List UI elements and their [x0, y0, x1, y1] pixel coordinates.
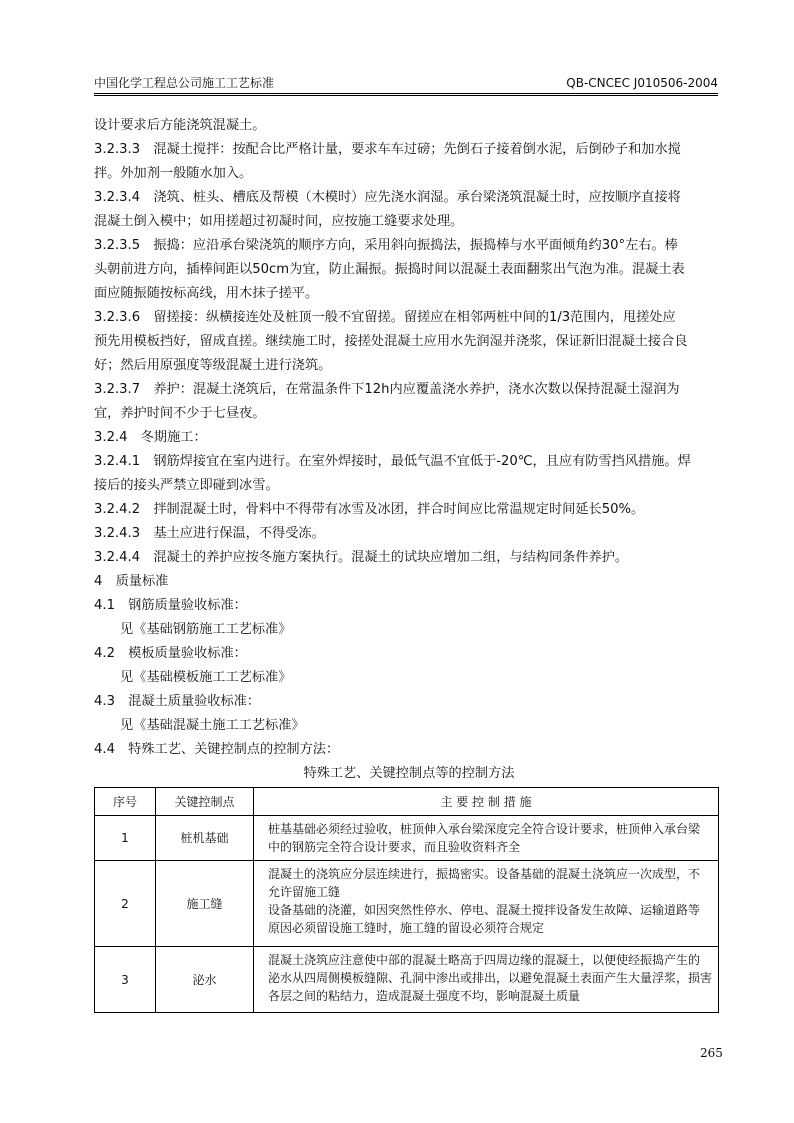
text-line: 面应随振随按标高线，用木抹子搓平。 — [94, 286, 319, 301]
control-measures-cell — [254, 816, 719, 861]
control-methods-table — [94, 787, 719, 1013]
table-title: 特殊工艺、关键控制点等的控制方法 — [303, 766, 515, 781]
control-point-cell: 泌水 — [156, 947, 254, 1013]
text-line: 4.4 特殊工艺、关键控制点的控制方法： — [94, 742, 340, 757]
measure-line: 各层之间的粘结力，造成混凝土强度不均，影响混凝土质量 — [268, 989, 581, 1003]
text-line: 设计要求后方能浇筑混凝土。 — [94, 118, 266, 133]
measure-line: 设备基础的浇灌，如因突然性停水、停电、混凝土搅拌设备发生故障、运输道路等 — [268, 903, 701, 917]
text-line: 3.2.4.1 钢筋焊接宜在室内进行。在室外焊接时，最低气温不宜低于-20℃，且应有防雪挡风措施。焊 — [94, 454, 691, 469]
text-line: 接后的接头严禁立即碰到冰雪。 — [94, 478, 279, 493]
text-line: 3.2.4.2 拌制混凝土时，骨料中不得带有冰雪及冰团，拌合时间应比常温规定时间延长50%。 — [94, 502, 645, 517]
document-body — [94, 114, 720, 1013]
header-cell-measures: 主 要 控 制 措 施 — [254, 788, 719, 816]
measure-line: 中的钢筋完全符合设计要求，而且验收资料齐全 — [268, 840, 521, 854]
text-line: 3.2.3.6 留搓接：纵横接连处及桩顶一般不宜留搓。留搓应在相邻两桩中间的1/3范围内，甩搓处应 — [94, 310, 676, 325]
text-line: 预先用模板挡好，留成直搓。继续施工时，接搓处混凝土应用水先润湿并浇浆，保证新旧混凝土接合良 — [94, 334, 688, 349]
header-rule — [94, 93, 718, 94]
table-row — [95, 947, 719, 1013]
header-title: 中国化学工程总公司施工工艺标准 — [94, 76, 275, 90]
text-line: 宜，养护时间不少于七昼夜。 — [94, 406, 266, 421]
measure-line: 桩基基础必须经过验收，桩顶伸入承台梁深度完全符合设计要求，桩顶伸入承台梁 — [268, 822, 701, 836]
control-measures-cell — [254, 861, 719, 947]
text-line: 3.2.3.3 混凝土搅拌：按配合比严格计量，要求车车过磅；先倒石子接着倒水泥，后倒砂子和加水搅 — [94, 142, 681, 157]
text-line: 混凝土倒入模中；如用搓超过初凝时间，应按施工缝要求处理。 — [94, 214, 464, 229]
control-measures-cell — [254, 947, 719, 1013]
control-point-cell: 桩机基础 — [156, 816, 254, 861]
text-line: 3.2.3.5 振捣：应沿承台梁浇筑的顺序方向，采用斜向振捣法，振捣棒与水平面倾角约30°左右。棒 — [94, 238, 678, 253]
header-cell-point: 关键控制点 — [156, 788, 254, 816]
table-row — [95, 816, 719, 861]
header-cell-no: 序号 — [95, 788, 156, 816]
text-line: 3.2.4 冬期施工： — [94, 430, 207, 445]
text-line: 拌。外加剂一般随水加入。 — [94, 166, 253, 181]
text-line: 3.2.3.7 养护：混凝土浇筑后，在常温条件下12h内应覆盖浇水养护，浇水次数以保持混凝土湿润为 — [94, 382, 680, 397]
row-number-cell: 1 — [95, 816, 156, 861]
text-line: 好；然后用原强度等级混凝土进行浇筑。 — [94, 358, 332, 373]
header-rule-secondary — [94, 95, 718, 96]
text-line: 见《基础模板施工工艺标准》 — [120, 670, 292, 685]
text-line: 3.2.4.4 混凝土的养护应按冬施方案执行。混凝土的试块应增加二组，与结构同条件养护。 — [94, 550, 629, 565]
header-standard-code: QB-CNCEC J010506-2004 — [566, 76, 718, 90]
text-line: 见《基础混凝土施工工艺标准》 — [120, 718, 305, 733]
row-number-cell: 2 — [95, 861, 156, 947]
page-number: 265 — [700, 1046, 723, 1060]
table-row — [95, 861, 719, 947]
table-header-row — [95, 788, 719, 816]
text-line: 见《基础钢筋施工工艺标准》 — [120, 622, 292, 637]
control-point-cell: 施工缝 — [156, 861, 254, 947]
text-line: 4.2 模板质量验收标准： — [94, 646, 247, 661]
page-header — [94, 76, 718, 90]
text-lines — [94, 114, 720, 762]
row-number-cell: 3 — [95, 947, 156, 1013]
text-line: 4.1 钢筋质量验收标准： — [94, 598, 247, 613]
measure-line: 混凝土的浇筑应分层连续进行，振捣密实。设备基础的混凝土浇筑应一次成型，不 — [268, 867, 701, 881]
measure-line: 原因必须留设施工缝时，施工缝的留设必须符合规定 — [268, 921, 545, 935]
text-line: 4.3 混凝土质量验收标准： — [94, 694, 261, 709]
text-line: 3.2.3.4 浇筑、桩头、槽底及帮模（木模时）应先浇水润湿。承台梁浇筑混凝土时，应按顺序直接将 — [94, 190, 681, 205]
text-line: 4 质量标准 — [94, 574, 169, 589]
measure-line: 允许留施工缝 — [268, 885, 341, 899]
text-line: 头朝前进方向，插棒间距以50cm为宜，防止漏振。振捣时间以混凝土表面翻浆出气泡为准。混凝土表 — [94, 262, 685, 277]
text-line: 3.2.4.3 基土应进行保温，不得受冻。 — [94, 526, 325, 541]
measure-line: 混凝土浇筑应注意使中部的混凝土略高于四周边缘的混凝土，以便使经振捣产生的 — [268, 953, 701, 967]
measure-line: 泌水从四周侧模板缝隙、孔洞中渗出或排出，以避免混凝土表面产生大量浮浆，损害 — [268, 971, 712, 985]
